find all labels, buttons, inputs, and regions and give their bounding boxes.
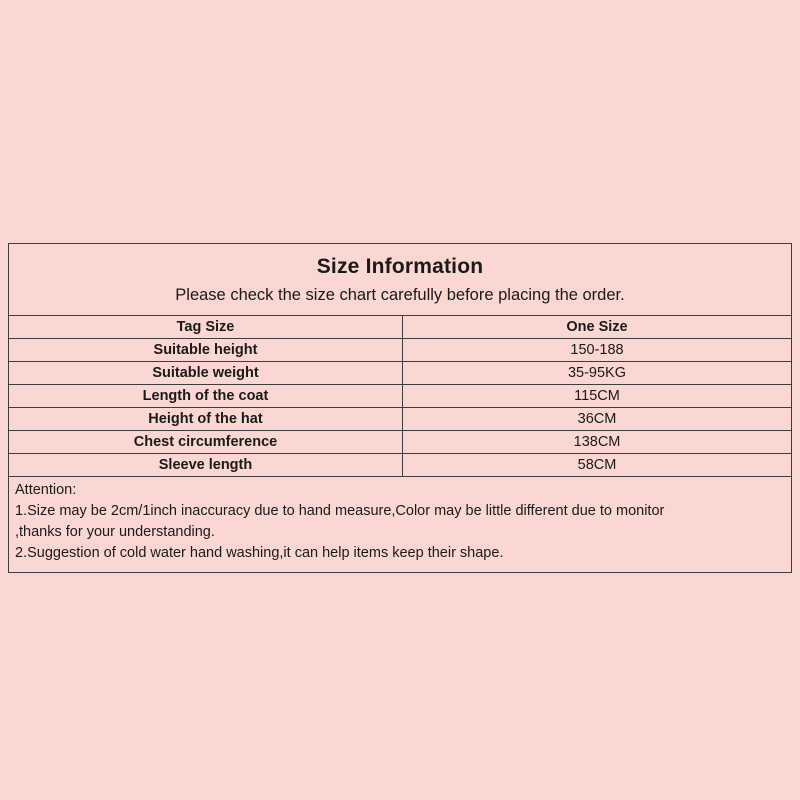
attention-line-2: ,thanks for your understanding. (15, 523, 215, 540)
table-row (9, 361, 791, 384)
row-label-suitable-weight: Suitable weight (9, 361, 403, 384)
row-value-length-of-the-coat: 115CM (403, 384, 792, 407)
table-header-tag-size: Tag Size (9, 315, 403, 338)
row-label-chest-circumference: Chest circumference (9, 430, 403, 453)
table-row (9, 453, 791, 476)
attention-section (9, 476, 791, 572)
size-information-card (8, 243, 792, 573)
table-row (9, 384, 791, 407)
row-label-height-of-the-hat: Height of the hat (9, 407, 403, 430)
table-header-one-size: One Size (403, 315, 792, 338)
card-subtitle: Please check the size chart carefully before placing the order. (175, 286, 625, 305)
table-row (9, 430, 791, 453)
row-label-length-of-the-coat: Length of the coat (9, 384, 403, 407)
row-label-sleeve-length: Sleeve length (9, 453, 403, 476)
row-label-suitable-height: Suitable height (9, 338, 403, 361)
table-header-row (9, 315, 791, 338)
row-value-suitable-weight: 35-95KG (403, 361, 792, 384)
table-row (9, 338, 791, 361)
table-row (9, 407, 791, 430)
card-title: Size Information (316, 255, 484, 278)
attention-heading: Attention: (15, 481, 77, 498)
row-value-chest-circumference: 138CM (403, 430, 792, 453)
row-value-suitable-height: 150-188 (403, 338, 792, 361)
row-value-sleeve-length: 58CM (403, 453, 792, 476)
attention-line-3: 2.Suggestion of cold water hand washing,it can help items keep their shape. (15, 544, 504, 561)
size-chart-table (9, 315, 791, 476)
row-value-height-of-the-hat: 36CM (403, 407, 792, 430)
attention-line-1: 1.Size may be 2cm/1inch inaccuracy due to hand measure,Color may be little different due to monitor (15, 502, 665, 519)
